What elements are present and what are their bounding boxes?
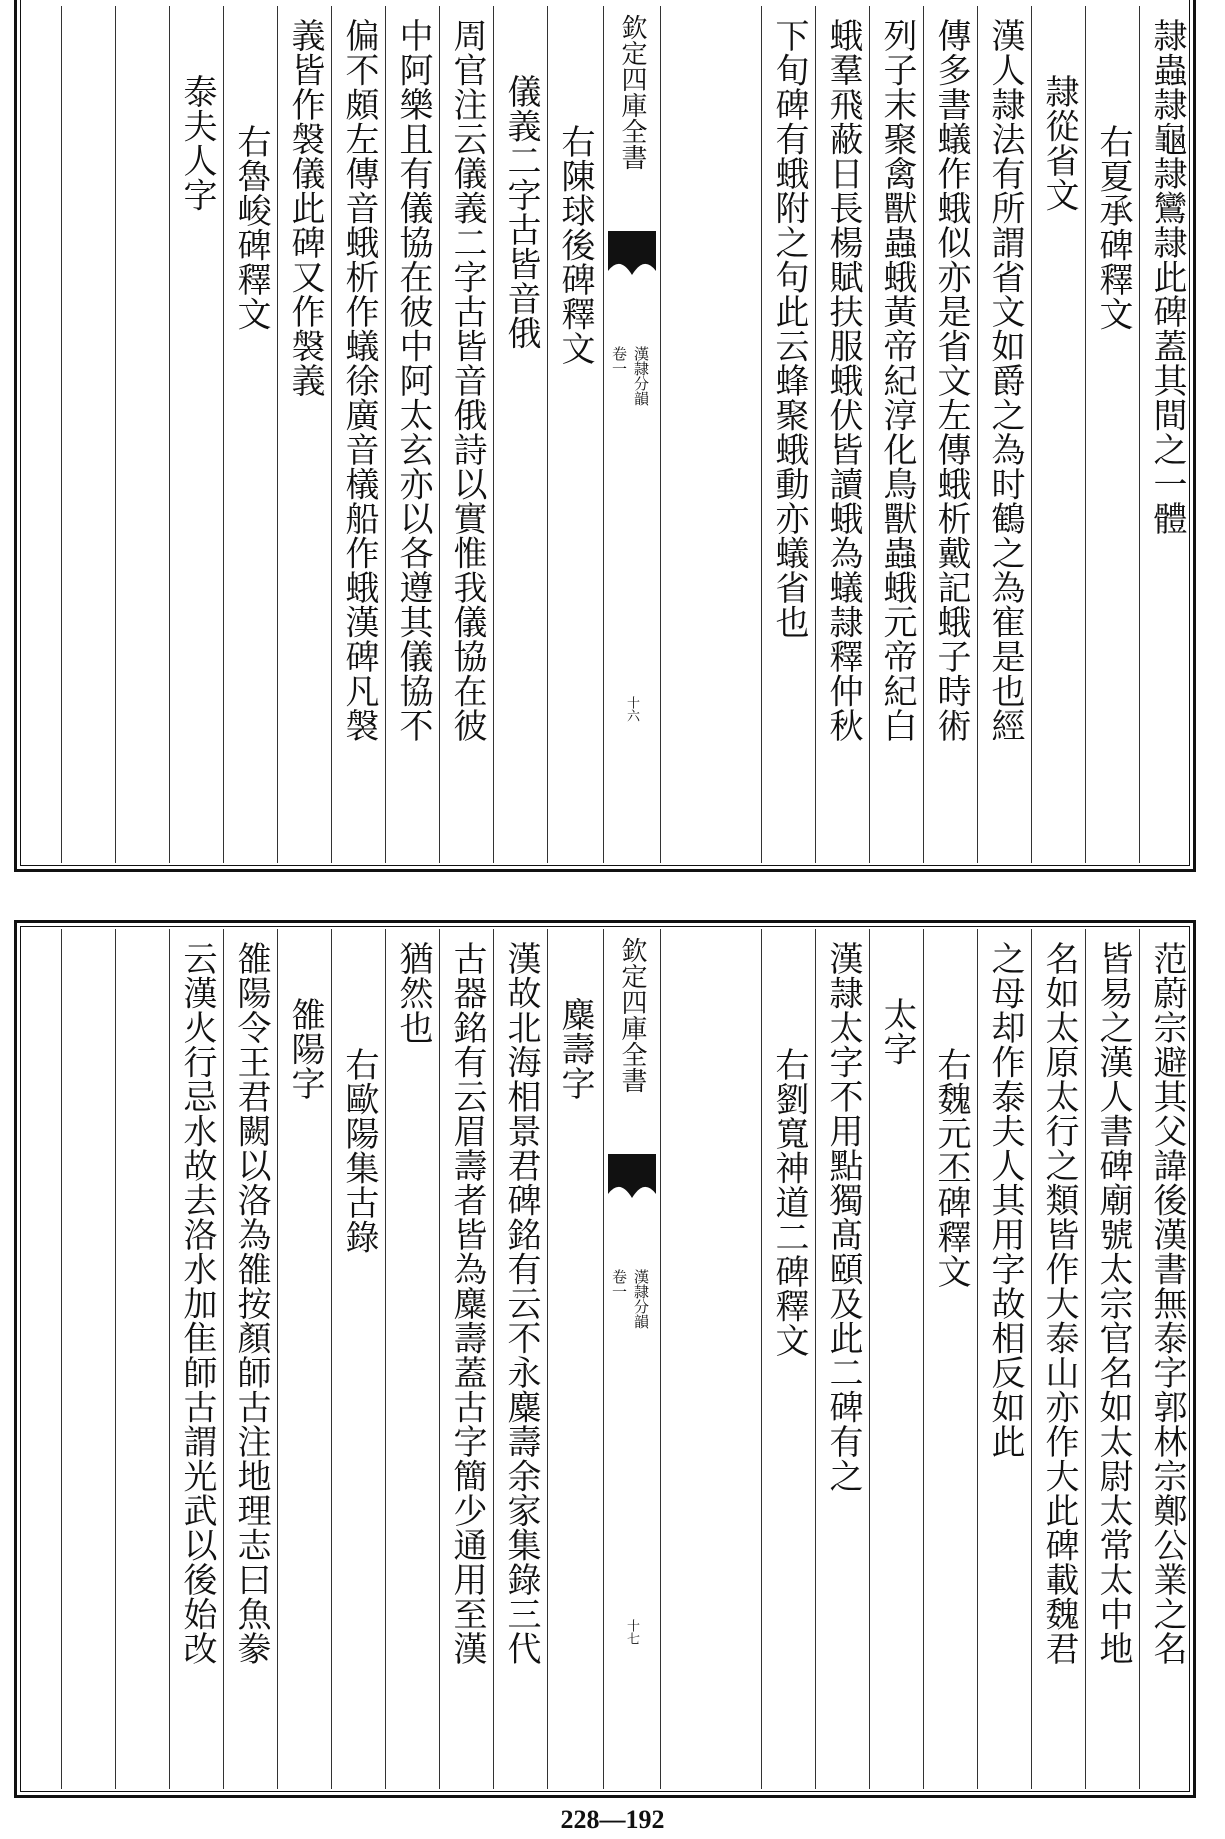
book-title: 欽定四庫全書 bbox=[617, 937, 647, 1093]
column-text: 范蔚宗避其父諱後漢書無泰字郭林宗鄭公業之名 bbox=[1147, 941, 1187, 1666]
text-column bbox=[1031, 929, 1085, 1789]
text-column bbox=[815, 929, 869, 1789]
text-column bbox=[331, 929, 385, 1789]
column-text: 泰夫人字 bbox=[177, 74, 217, 212]
page-lower bbox=[14, 920, 1196, 1798]
book-name: 漢隷分韻 bbox=[632, 346, 650, 406]
text-column bbox=[223, 929, 277, 1789]
text-column bbox=[115, 6, 169, 863]
column-text: 傳多書蟻作蛾似亦是省文左傳蛾析戴記蛾子時術 bbox=[931, 18, 971, 743]
column-text: 隷從省文 bbox=[1039, 74, 1079, 212]
text-column bbox=[547, 929, 601, 1789]
column-text: 右夏承碑釋文 bbox=[1093, 124, 1133, 331]
column-text: 漢隷太字不用點獨髙頤及此二碑有之 bbox=[823, 941, 863, 1493]
column-text: 右歐陽集古錄 bbox=[339, 1047, 379, 1254]
column-text: 周官注云儀義二字古皆音俄詩以實惟我儀協在彼 bbox=[447, 18, 487, 743]
column-text: 儀義二字古皆音俄 bbox=[501, 74, 541, 350]
text-column bbox=[493, 929, 547, 1789]
text-column bbox=[493, 6, 547, 863]
text-column bbox=[439, 6, 493, 863]
text-column bbox=[169, 6, 223, 863]
text-column bbox=[923, 6, 977, 863]
column-text: 麋壽字 bbox=[555, 997, 595, 1101]
text-column bbox=[1031, 6, 1085, 863]
column-text: 太字 bbox=[877, 997, 917, 1066]
column-text: 之母却作泰夫人其用字故相反如此 bbox=[985, 941, 1025, 1459]
column-text: 古器銘有云眉壽者皆為麋壽蓋古字簡少通用至漢 bbox=[447, 941, 487, 1666]
text-column bbox=[977, 6, 1031, 863]
column-text: 下旬碑有蛾附之句此云蜂聚蛾動亦蟻省也 bbox=[769, 18, 809, 639]
text-column bbox=[385, 929, 439, 1789]
text-column bbox=[761, 6, 815, 863]
page-footer-number: 228—192 bbox=[560, 1805, 665, 1834]
column-text: 漢人隷法有所謂省文如爵之為时鶴之為寉是也經 bbox=[985, 18, 1025, 743]
column-text: 右陳球後碑釋文 bbox=[555, 124, 595, 366]
volume-label: 卷一 bbox=[610, 346, 628, 376]
text-column bbox=[277, 6, 331, 863]
text-column bbox=[385, 6, 439, 863]
text-column bbox=[331, 6, 385, 863]
column-text: 皆易之漢人書碑廟號太宗官名如太尉太常太中地 bbox=[1093, 941, 1133, 1666]
text-column bbox=[61, 6, 115, 863]
column-text: 雒陽字 bbox=[285, 997, 325, 1101]
column-text: 猶然也 bbox=[393, 941, 433, 1045]
text-column bbox=[977, 929, 1031, 1789]
book-title: 欽定四庫全書 bbox=[617, 14, 647, 170]
text-column bbox=[1085, 6, 1139, 863]
column-text: 右魯峻碑釋文 bbox=[231, 124, 271, 331]
center-fold bbox=[603, 6, 661, 863]
column-text: 中阿樂且有儀協在彼中阿太玄亦以各遵其儀協不 bbox=[393, 18, 433, 743]
text-column bbox=[439, 929, 493, 1789]
column-text: 云漢火行忌水故去洛水加隹師古謂光武以後始改 bbox=[177, 941, 217, 1666]
column-text: 漢故北海相景君碑銘有云不永麋壽余家集錄三代 bbox=[501, 941, 541, 1666]
text-column bbox=[1139, 6, 1193, 863]
page-number: 十七 bbox=[624, 1619, 639, 1645]
column-text: 名如太原太行之類皆作大泰山亦作大此碑載魏君 bbox=[1039, 941, 1079, 1666]
book-name: 漢隷分韻 bbox=[632, 1269, 650, 1329]
text-column bbox=[169, 929, 223, 1789]
column-text: 右魏元丕碑釋文 bbox=[931, 1047, 971, 1289]
text-column bbox=[869, 929, 923, 1789]
text-column bbox=[815, 6, 869, 863]
fishtail-mark-icon bbox=[608, 1154, 656, 1214]
text-column bbox=[61, 929, 115, 1789]
column-text: 列子末聚禽獸蟲蛾黃帝紀淳化鳥獸蟲蛾元帝紀白 bbox=[877, 18, 917, 743]
text-column bbox=[1139, 929, 1193, 1789]
column-text: 義皆作褩儀此碑又作褩義 bbox=[285, 18, 325, 398]
column-text: 右劉寬神道二碑釋文 bbox=[769, 1047, 809, 1358]
text-column bbox=[1085, 929, 1139, 1789]
text-column bbox=[869, 6, 923, 863]
text-column bbox=[923, 929, 977, 1789]
center-fold bbox=[603, 929, 661, 1789]
volume-label: 卷一 bbox=[610, 1269, 628, 1299]
page-number: 十六 bbox=[624, 696, 639, 722]
column-text: 蛾羣飛蔽日長楊賦扶服蛾伏皆讀蛾為蟻隷釋仲秋 bbox=[823, 18, 863, 743]
column-text: 隷蟲隷龜隷鸞隷此碑蓋其間之一體 bbox=[1147, 18, 1187, 536]
column-text: 偏不頗左傳音蛾析作蟻徐廣音檥船作蛾漢碑凡褩 bbox=[339, 18, 379, 743]
text-column bbox=[277, 929, 331, 1789]
text-column bbox=[547, 6, 601, 863]
column-text: 雒陽令王君闕以洛為雒按顏師古注地理志曰魚豢 bbox=[231, 941, 271, 1666]
text-column bbox=[223, 6, 277, 863]
text-column bbox=[115, 929, 169, 1789]
page-upper bbox=[14, 0, 1196, 872]
text-column bbox=[761, 929, 815, 1789]
fishtail-mark-icon bbox=[608, 231, 656, 291]
